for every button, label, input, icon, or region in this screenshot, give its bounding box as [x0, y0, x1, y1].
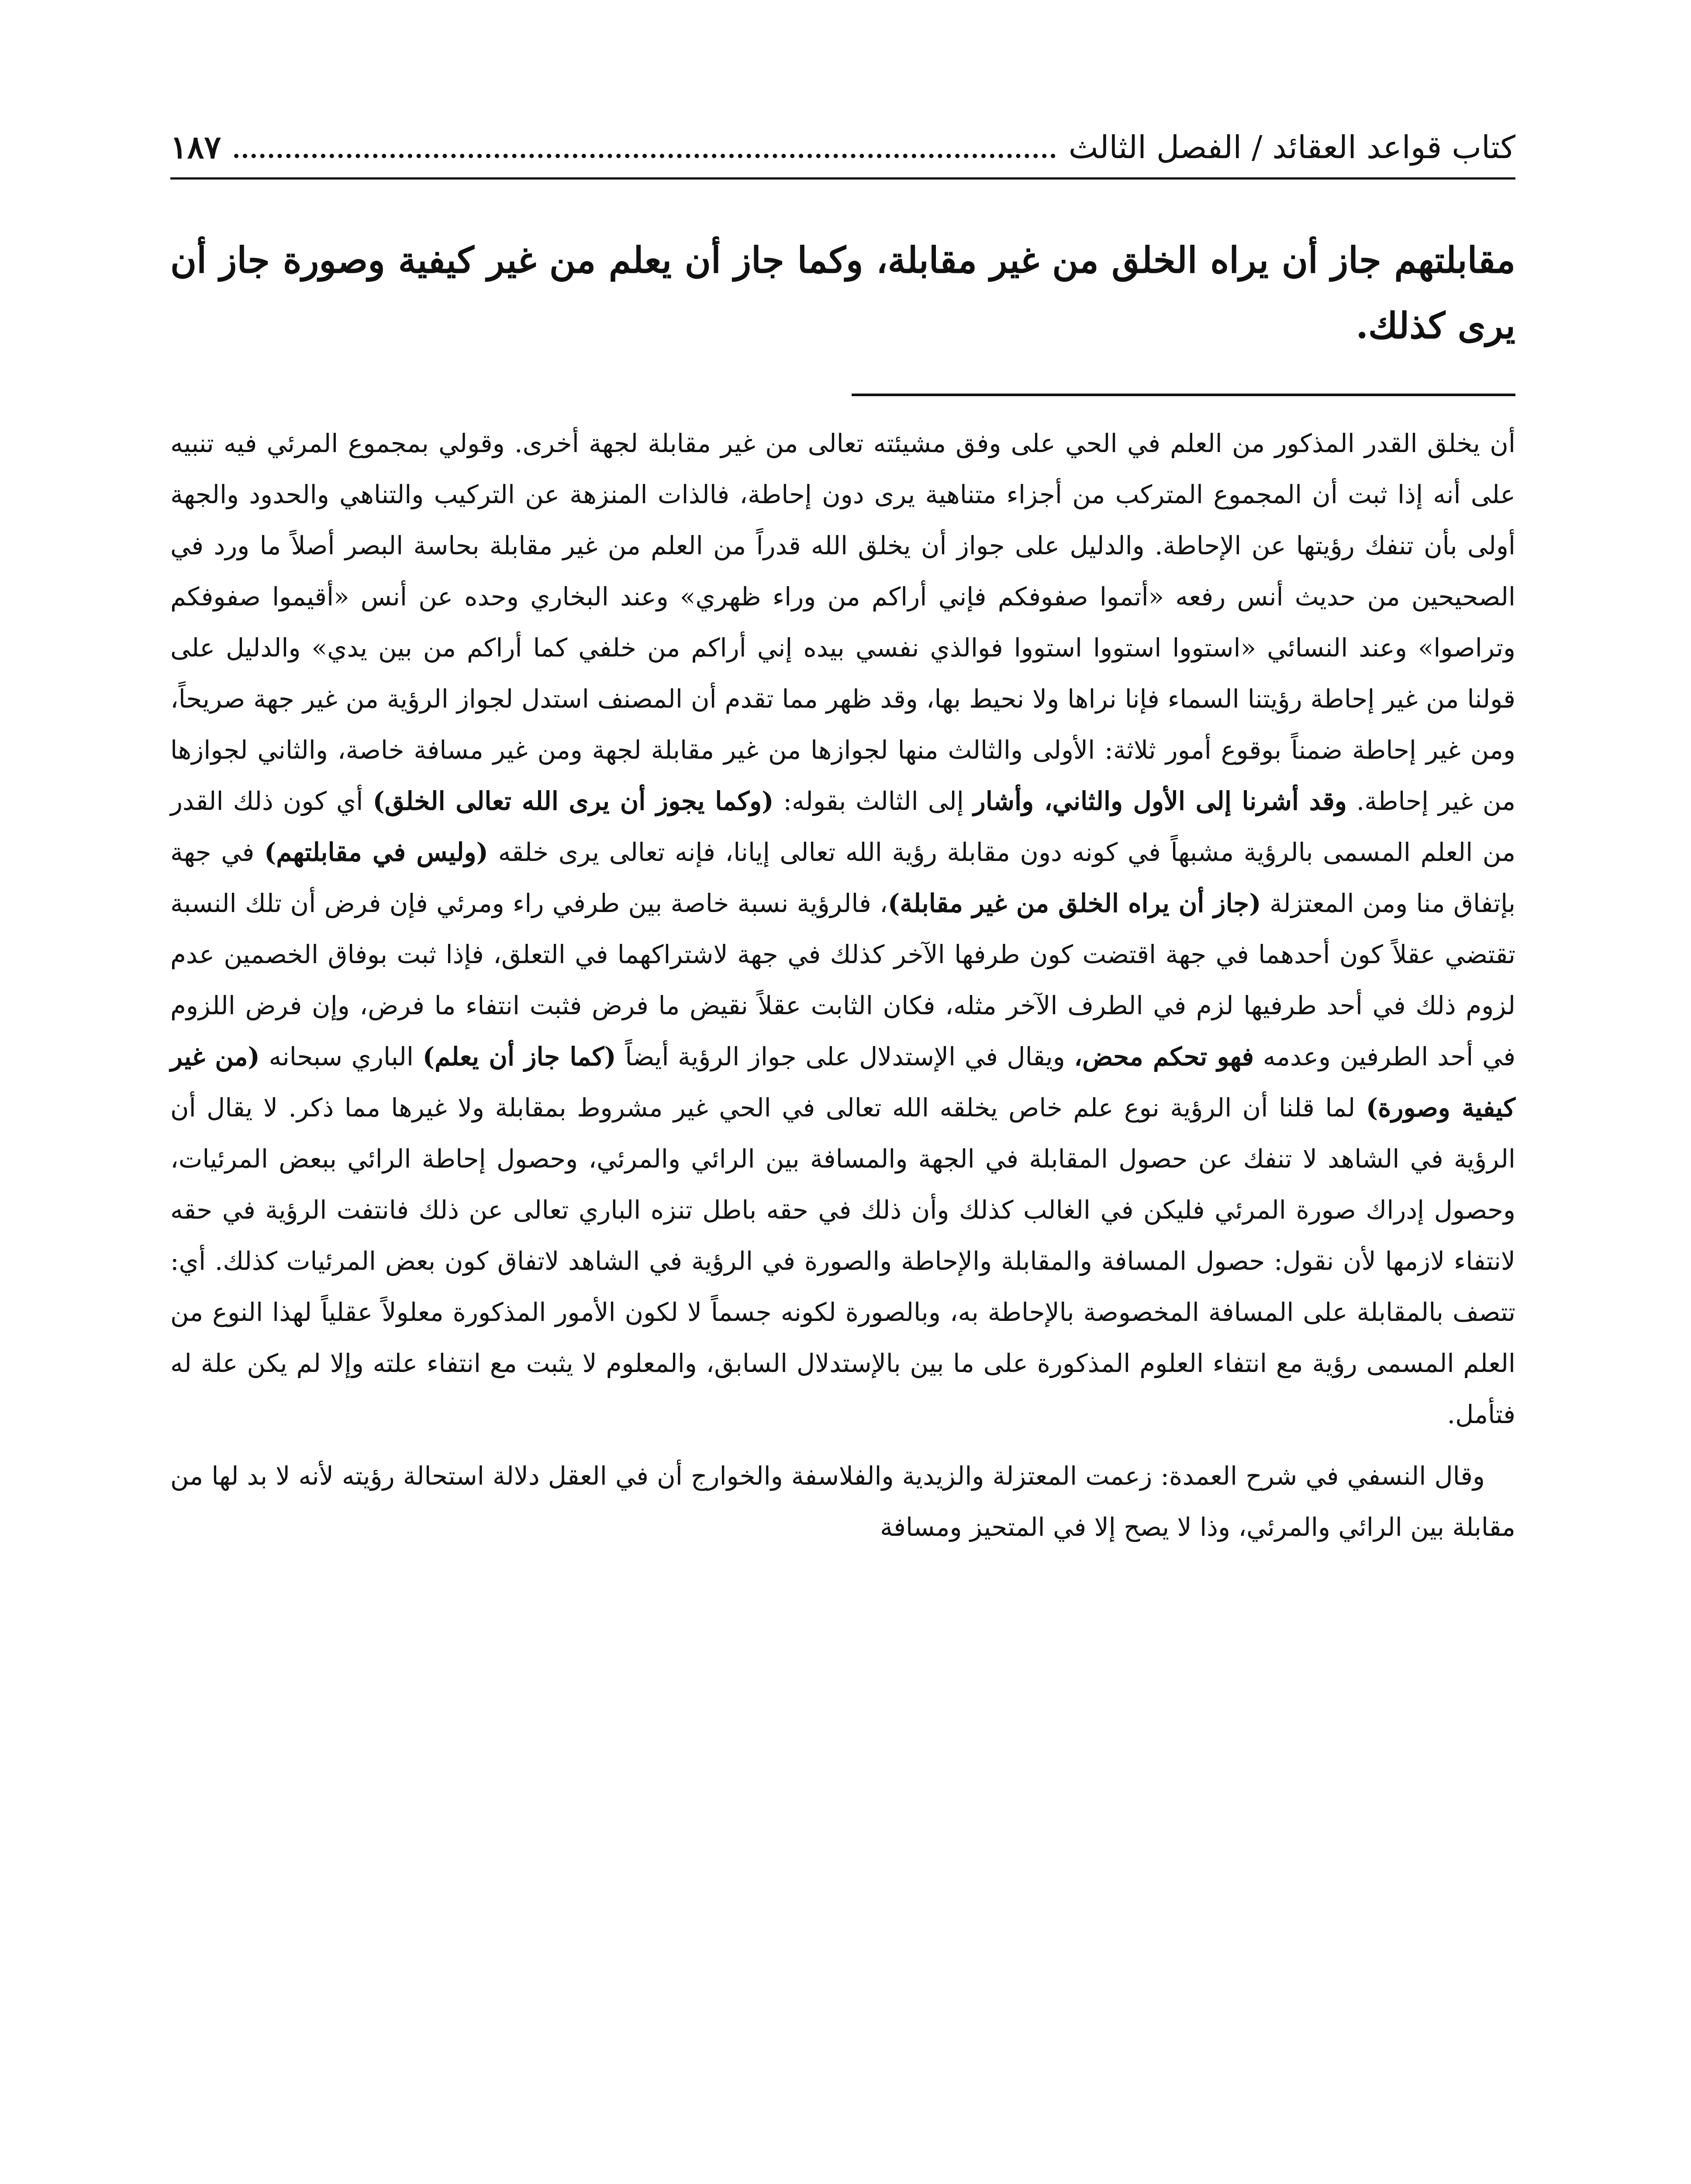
quoted-matn: (من غير كيفية وصورة) — [170, 1042, 1515, 1123]
footnote-commentary — [170, 418, 1515, 1553]
commentary-text: أن يخلق القدر المذكور من العلم في الحي على وفق مشيئته تعالى من غير مقابلة لجهة أخرى. وقولي بمجموع المرئي فيه تنبيه على أنه إذا ثبت أن المجموع المتركب من أجزاء متناهية يرى دون إحاطة، فالذات المنزهة عن التركيب والتناهي والحدود والجهة أولى بأن تنفك رؤيتها عن الإحاطة. والدليل على جواز أن يخلق الله قدراً من العلم من غير مقابلة بحاسة البصر أصلاً ما ورد في الصحيحين من حديث أنس رفعه «أتموا صفوفكم فإني أراكم من وراء ظهري» وعند البخاري وحده عن أنس «أقيموا صفوفكم وتراصوا» وعند النسائي «استووا استووا استووا فوالذي نفسي بيده إني أراكم من خلفي كما أراكم من بين يدي» والدليل على قولنا من غير إحاطة رؤيتنا السماء فإنا نراها ولا نحيط بها، وقد ظهر مما تقدم أن المصنف استدل لجواز الرؤية من غير جهة صريحاً، ومن غير إحاطة ضمناً بوقوع أمور ثلاثة: الأولى والثالث منها لجوازها من غير مقابلة لجهة ومن غير مسافة خاصة، والثاني لجوازها من غير إحاطة. — [170, 429, 1516, 816]
book-page — [170, 100, 1515, 2184]
page-number: ١٨٧ — [170, 128, 221, 166]
running-header — [170, 100, 1515, 166]
footnote-separator — [852, 394, 1515, 396]
header-rule — [170, 177, 1515, 180]
commentary-paragraph-2: وقال النسفي في شرح العمدة: زعمت المعتزلة والزيدية والفلاسفة والخوارج أن في العقل دلالة استحالة رؤيته لأنه لا بد لها من مقابلة بين الرائي والمرئي، وذا لا يصح إلا في المتحيز ومسافة — [170, 1461, 1515, 1542]
commentary-text: ويقال في الإستدلال على جواز الرؤية أيضاً — [625, 1042, 1065, 1071]
quoted-matn: (كما جاز أن يعلم) — [422, 1042, 616, 1071]
commentary-text: أي كون ذلك القدر من العلم المسمى بالرؤية مشبهاً في كونه دون مقابلة رؤية الله تعالى إيانا، فإنه تعالى يرى خلقه — [170, 786, 1516, 867]
main-text: مقابلتهم جاز أن يراه الخلق من غير مقابلة، وكما جاز أن يعلم من غير كيفية وصورة جاز أن يرى كذلك. — [170, 239, 1515, 347]
quoted-matn: (وليس في مقابلتهم) — [264, 837, 488, 867]
commentary-text: في جهة بإتفاق منا ومن المعتزلة — [170, 837, 1515, 918]
commentary-text: ، فالرؤية نسبة خاصة بين طرفي راء ومرئي فإن فرض أن تلك النسبة تقتضي عقلاً كون أحدهما في جهة اقتضت كون طرفها الآخر كذلك في جهة لاشتراكهما في التعلق، فإذا ثبت بوفاق الخصمين عدم لزوم ذلك في أحد طرفيها لزم في الطرف الآخر مثله، فكان الثابت عقلاً نقيض ما فرض فثبت انتفاء ما فرض، وإن فرض اللزوم في أحد الطرفين وعدمه — [170, 888, 1516, 1071]
commentary-bold-text: فهو تحكم محض، — [1074, 1042, 1254, 1071]
header-dot-leader — [234, 153, 1056, 158]
quoted-matn: (وكما يجوز أن يرى الله تعالى الخلق) — [373, 786, 774, 816]
commentary-text: إلى الثالث بقوله: — [783, 786, 964, 816]
commentary-paragraph-1 — [170, 418, 1515, 1440]
commentary-bold-text: وقد أشرنا إلى الأول والثاني، وأشار — [973, 786, 1347, 816]
header-title: كتاب قواعد العقائد / الفصل الثالث — [1068, 128, 1515, 166]
commentary-text: لما قلنا أن الرؤية نوع علم خاص يخلقه الله تعالى في الحي غير مشروط بمقابلة ولا غيرها مما ذكر. لا يقال أن الرؤية في الشاهد لا تنفك عن حصول المقابلة في الجهة والمسافة بين الرائي والمرئي، وحصول إحاطة الرائي ببعض المرئيات، وحصول إدراك صورة المرئي فليكن في الغالب كذلك وأن ذلك في حقه باطل تنزه الباري تعالى عن ذلك فانتفت الرؤية في حقه لانتفاء لازمها لأن نقول: حصول المسافة والمقابلة والإحاطة والصورة في الرؤية في الشاهد لاتفاق كون بعض المرئيات كذلك. أي: تتصف بالمقابلة على المسافة المخصوصة بالإحاطة به، وبالصورة لكونه جسماً لا لكون الأمور المذكورة معلولاً عقلياً لهذا النوع من العلم المسمى رؤية مع انتفاء العلوم المذكورة على ما بين بالإستدلال السابق، والمعلوم لا يثبت مع انتفاء علته وإلا لم يكن علة له فتأمل. — [170, 1093, 1515, 1429]
commentary-text: الباري سبحانه — [269, 1042, 414, 1071]
quoted-matn: (جاز أن يراه الخلق من غير مقابلة) — [887, 888, 1261, 918]
